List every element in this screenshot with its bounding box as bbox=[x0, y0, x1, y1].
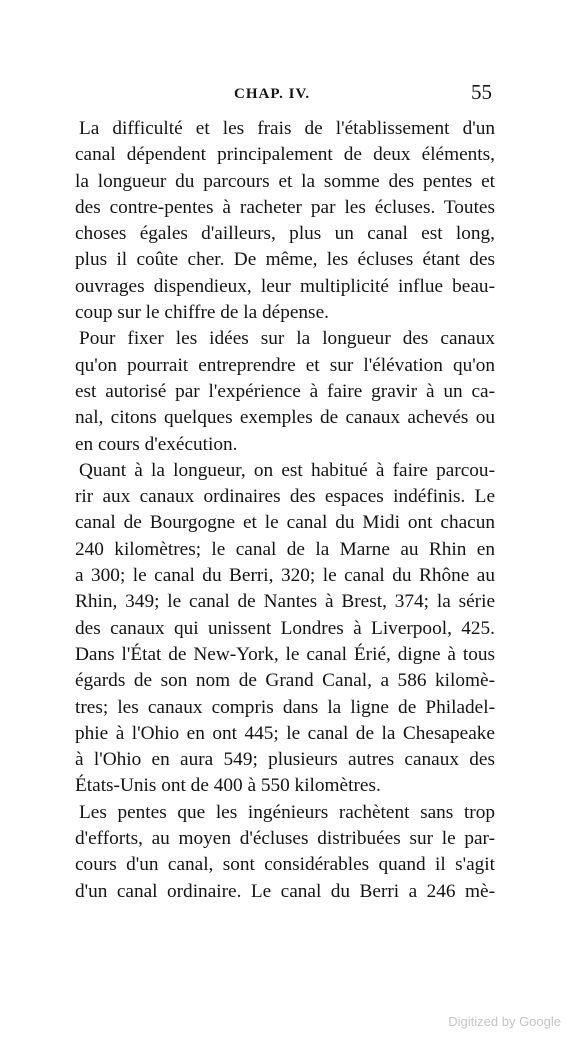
text-line: cours d'un canal, sont considérables quand il s'agit bbox=[75, 854, 495, 876]
text-line: canal dépendent principalement de deux éléments, bbox=[75, 144, 495, 166]
page-number: 55 bbox=[471, 80, 492, 104]
running-head: CHAP. IV. bbox=[234, 86, 311, 102]
page-header bbox=[72, 80, 492, 112]
text-line: ouvrages dispendieux, leur multiplicité influe beau- bbox=[75, 275, 495, 297]
text-line: qu'on pourrait entreprendre et sur l'élévation qu'on bbox=[75, 354, 495, 376]
text-line: rir aux canaux ordinaires des espaces indéfinis. Le bbox=[75, 486, 495, 508]
text-line: coup sur le chiffre de la dépense. bbox=[75, 302, 329, 324]
text-line: la longueur du parcours et la somme des pentes et bbox=[75, 170, 495, 192]
text-line: des contre-pentes à racheter par les écluses. Toutes bbox=[75, 196, 495, 218]
text-line: phie à l'Ohio en ont 445; le canal de la Chesapeake bbox=[75, 722, 495, 744]
body-text bbox=[75, 116, 495, 905]
text-line: Pour fixer les idées sur la longueur des canaux bbox=[79, 328, 495, 350]
text-line: États-Unis ont de 400 à 550 kilomètres. bbox=[75, 775, 381, 797]
text-line: plus il coûte cher. De même, les écluses étant des bbox=[75, 249, 495, 271]
text-line: a 300; le canal du Berri, 320; le canal du Rhône au bbox=[75, 565, 495, 587]
paragraph-3 bbox=[75, 458, 495, 800]
text-line: Les pentes que les ingénieurs rachètent sans trop bbox=[79, 801, 495, 823]
text-line: La difficulté et les frais de l'établissement d'un bbox=[79, 118, 495, 139]
text-line: Rhin, 349; le canal de Nantes à Brest, 374; la série bbox=[75, 591, 495, 613]
text-line: Quant à la longueur, on est habitué à faire parcou- bbox=[79, 459, 495, 481]
text-line: à l'Ohio en aura 549; plusieurs autres canaux des bbox=[75, 749, 495, 771]
text-line: tres; les canaux compris dans la ligne de Philadel- bbox=[75, 696, 495, 718]
text-line: Dans l'État de New-York, le canal Érié, digne à tous bbox=[75, 643, 495, 665]
text-line: canal de Bourgogne et le canal du Midi ont chacun bbox=[75, 512, 495, 534]
text-line: égards de son nom de Grand Canal, a 586 kilomè- bbox=[75, 670, 495, 692]
text-line: nal, citons quelques exemples de canaux achevés ou bbox=[75, 407, 495, 429]
text-line: d'efforts, au moyen d'écluses distribuées sur le par- bbox=[75, 828, 495, 850]
paragraph-2 bbox=[75, 326, 495, 457]
paragraph-1 bbox=[75, 116, 495, 326]
text-line: choses égales d'ailleurs, plus un canal est long, bbox=[75, 223, 495, 245]
text-line: des canaux qui unissent Londres à Liverpool, 425. bbox=[75, 617, 495, 639]
text-line: en cours d'exécution. bbox=[75, 433, 238, 455]
text-line: d'un canal ordinaire. Le canal du Berri a 246 mè- bbox=[75, 880, 495, 902]
text-line: est autorisé par l'expérience à faire gravir à un ca- bbox=[75, 380, 495, 402]
paragraph-4 bbox=[75, 800, 495, 905]
digitization-watermark: Digitized by Google bbox=[448, 1014, 561, 1029]
text-line: 240 kilomètres; le canal de la Marne au Rhin en bbox=[75, 538, 495, 560]
